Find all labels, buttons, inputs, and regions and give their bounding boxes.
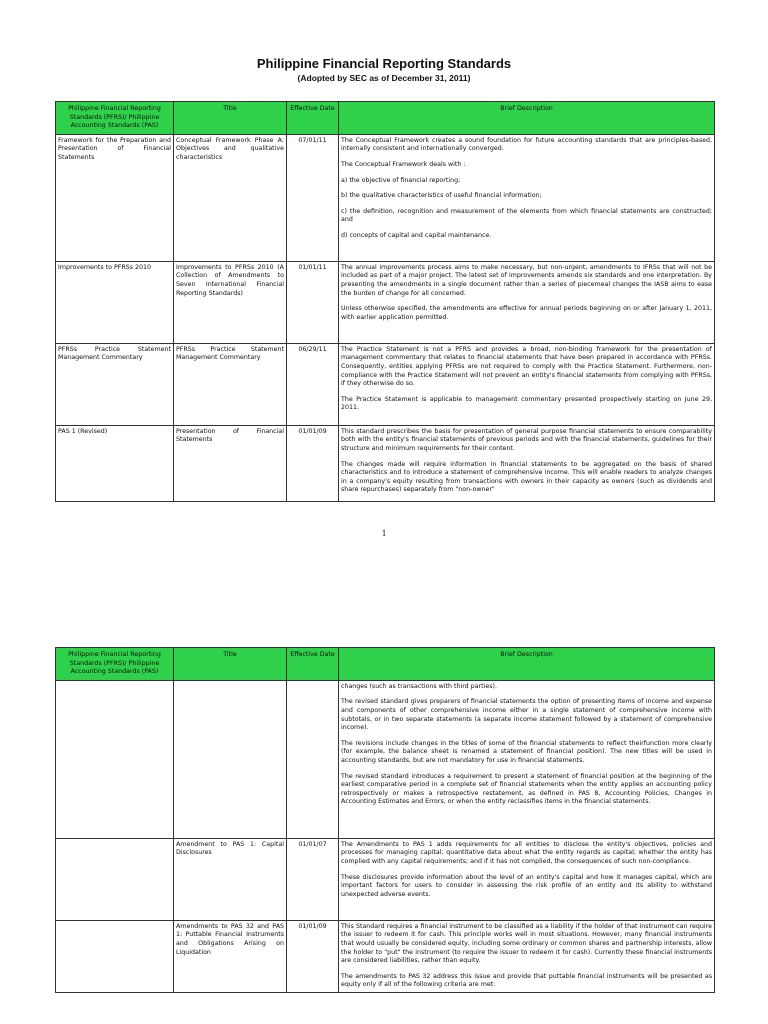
standard-cell: Framework for the Preparation and Presentation of Financial Statements: [56, 134, 174, 261]
title-cell: [174, 680, 287, 838]
description-paragraph: The revised standard gives preparers of financial statements the option of presenting items of income and expense and components of other comprehensive income either in a single statement of comprehensive income with subtotals, or in two separate statements (a separate income statement followed by a statement of comprehensive income).: [341, 698, 712, 732]
standard-cell: [56, 838, 174, 920]
description-paragraph: The revised standard introduces a requirement to present a statement of financial position at the beginning of the earliest comparative period in a complete set of financial statements when the entity applies an accounting policy retrospectively or makes a retrospective restatement, as defined in PAS 8, Accounting Policies, Changes in Accounting Estimates and Errors, or when the entity reclassifies items in the financial statements.: [341, 772, 712, 806]
date-cell: 01/01/07: [287, 838, 339, 920]
column-header-effective-date: Effective Date: [287, 648, 339, 681]
date-cell: 01/01/11: [287, 261, 339, 343]
table-row: [56, 680, 715, 838]
date-cell: 01/01/09: [287, 920, 339, 992]
description-paragraph: The amendments to PAS 32 address this issue and provide that puttable financial instruments will be presented as equity only if all of the following criteria are met:: [341, 972, 712, 989]
description-paragraph: The Conceptual Framework deals with :: [341, 160, 466, 168]
description-paragraph: These disclosures provide information about the level of an entity's capital and how it manages capital, which are important factors for users to consider in assessing the risk profile of an entity and its ability to withstand unexpected adverse events.: [341, 873, 712, 898]
description-cell: [339, 425, 715, 501]
description-paragraph: The revisions include changes in the titles of some of the financial statements to reflect theirfunction more clearly (for example, the balance sheet is renamed a statement of financial position). The new titles will be used in accounting standards, but are not mandatory for use in financial statements.: [341, 739, 712, 764]
description-paragraph: The annual improvements process aims to make necessary, but non-urgent, amendments to IFRSs that will not be included as part of a major project. The latest set of improvements amends six standards and one interpretation. By presenting the amendments in a single document rather than a series of piecemeal changes the IASB aims to ease the burden of change for all concerned.: [341, 263, 712, 297]
title-cell: Amendments to PAS 32 and PAS 1: Puttable Financial Instruments and Obligations Arising on Liquidation: [174, 920, 287, 992]
standard-cell: [56, 920, 174, 992]
table-row: [56, 920, 715, 992]
description-paragraph: d) concepts of capital and capital maintenance.: [341, 231, 492, 239]
table-row: [56, 838, 715, 920]
page-number: 1: [381, 528, 387, 538]
standard-cell: Improvements to PFRSs 2010: [56, 261, 174, 343]
document-title: Philippine Financial Reporting Standards: [256, 56, 512, 71]
table-row: [56, 343, 715, 425]
description-cell: [339, 838, 715, 920]
date-cell: [287, 680, 339, 838]
description-paragraph: Unless otherwise specified, the amendments are effective for annual periods beginning on or after January 1, 2011, with earlier application permitted.: [341, 305, 712, 321]
document-subtitle: (Adopted by SEC as of December 31, 2011): [297, 73, 471, 83]
title-cell: Conceptual Framework Phase A: Objectives and qualitative characteristics: [174, 134, 287, 261]
description-paragraph: changes (such as transactions with third parties).: [341, 682, 497, 690]
title-cell: Improvements to PFRSs 2010 (A Collection of Amendments to Seven International Financial Reporting Standards): [174, 261, 287, 343]
description-paragraph: b) the qualitative characteristics of useful financial information;: [341, 192, 542, 200]
date-cell: 07/01/11: [287, 134, 339, 261]
column-header-title: Title: [174, 102, 287, 135]
description-cell: [339, 920, 715, 992]
description-paragraph: The Practice Statement is applicable to management commentary presented prospectively starting on June 29, 2011.: [341, 395, 712, 412]
table-row: [56, 134, 715, 261]
description-paragraph: The Practice Statement is not a PFRS and provides a broad, non-binding framework for the presentation of management commentary that relates to financial statements that have been prepared in accordance with PFRSs. Consequently, entities applying PFRSs are not required to comply with the Practice Statement. Furthermore, non-compliance with the Practice Statement will not prevent an entity's financial statements from complying with PFRSs, if they otherwise do so.: [341, 345, 712, 388]
description-cell: [339, 343, 715, 425]
column-header-description: Brief Description: [339, 648, 715, 681]
column-header-description: Brief Description: [339, 102, 715, 135]
description-paragraph: a) the objective of financial reporting;: [341, 176, 461, 184]
description-cell: [339, 261, 715, 343]
standard-cell: PAS 1 (Revised): [56, 425, 174, 501]
description-cell: [339, 134, 715, 261]
table-header-row: [56, 648, 715, 681]
date-cell: 01/01/09: [287, 425, 339, 501]
column-header-title: Title: [174, 648, 287, 681]
standard-cell: [56, 680, 174, 838]
table-row: [56, 261, 715, 343]
description-paragraph: This standard prescribes the basis for presentation of general purpose financial statements to ensure comparability both with the entity's financial statements of previous periods and with the financial statements, guidelines for their structure and minimum requirements for their content.: [341, 427, 712, 452]
description-paragraph: The Amendments to PAS 1 adds requirements for all entities to disclose the entity's objectives, policies and processes for managing capital; quantitative data about what the entity regards as capital; whether the entity has complied with any capital requirements; and if it has not complied, the consequences of such non-compliance.: [341, 840, 712, 865]
table-header-row: [56, 102, 715, 135]
table-row: [56, 425, 715, 501]
standards-table-page-1: [55, 101, 715, 502]
description-cell: [339, 680, 715, 838]
description-paragraph: The Conceptual Framework creates a sound foundation for future accounting standards that are principles-based, internally consistent and internationally converged.: [341, 136, 712, 153]
column-header-standard: Philippine Financial Reporting Standards (PFRS)/ Philippine Accounting Standards (PAS): [56, 648, 174, 681]
column-header-effective-date: Effective Date: [287, 102, 339, 135]
description-paragraph: This Standard requires a financial instrument to be classified as a liability if the holder of that instrument can require the issuer to redeem it for cash. This principle works well in most situations. However, many financial instruments that would usually be considered equity, including some ordinary or common shares and partnership interests, allow the holder to "put" the instrument (to require the issuer to redeem it for cash). Currently these financial instruments are considered liabilities, rather than equity.: [341, 922, 712, 965]
title-cell: Presentation of Financial Statements: [174, 425, 287, 501]
description-paragraph: The changes made will require information in financial statements to be aggregated on the basis of shared characteristics and to introduce a statement of comprehensive income. This will enable readers to analyze changes in a company's equity resulting from transactions with owners in their capacity as owners (such as dividends and share repurchases) separately from "non-owner": [341, 460, 712, 494]
column-header-standard: Philippine Financial Reporting Standards (PFRS)/ Philippine Accounting Standards (PAS): [56, 102, 174, 135]
description-paragraph: c) the definition, recognition and measurement of the elements from which financial statements are constructed; and: [341, 207, 712, 224]
standard-cell: PFRSs Practice Statement Management Commentary: [56, 343, 174, 425]
standards-table-page-2: [55, 647, 715, 993]
title-cell: PFRSs Practice Statement Management Commentary: [174, 343, 287, 425]
title-cell: Amendment to PAS 1: Capital Disclosures: [174, 838, 287, 920]
date-cell: 06/29/11: [287, 343, 339, 425]
